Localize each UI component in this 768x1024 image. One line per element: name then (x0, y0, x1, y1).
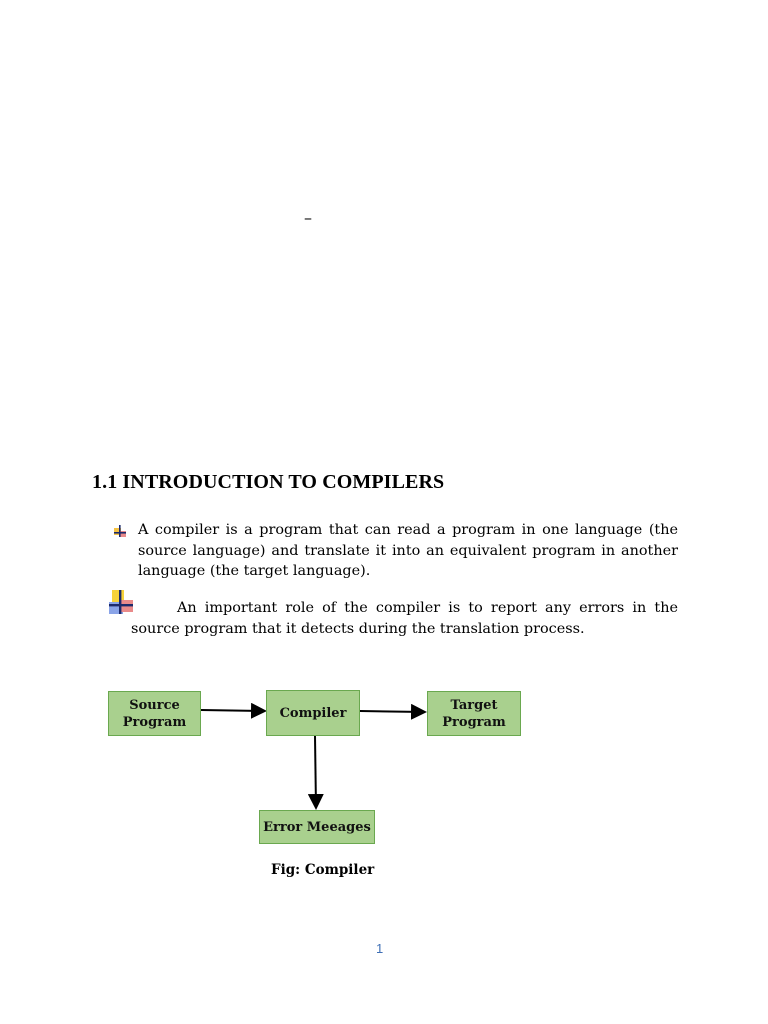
stray-dash: – (304, 208, 312, 227)
section-heading: 1.1 INTRODUCTION TO COMPILERS (92, 471, 445, 493)
source-program-line1: Source (129, 697, 180, 713)
bullet-square-icon (113, 524, 127, 538)
target-program-line2: Program (442, 714, 506, 730)
figure-caption: Fig: Compiler (271, 862, 375, 878)
source-program-box (108, 691, 201, 736)
target-program-line1: Target (450, 697, 498, 713)
source-program-line2: Program (122, 714, 187, 730)
arrow-compiler-to-errors (315, 736, 316, 808)
arrow-source-to-compiler (201, 710, 265, 711)
arrow-compiler-to-target (360, 711, 425, 712)
compiler-label: Compiler (279, 705, 347, 721)
error-messages-label: Error Meeages (263, 819, 371, 835)
compiler-box (266, 690, 360, 736)
error-messages-box (259, 810, 375, 844)
page-number: 1 (376, 941, 384, 956)
target-program-box (427, 691, 521, 736)
paragraph-compiler-definition: A compiler is a program that can read a program in one language (the source language) and translate it into an equivalent program in another language (the target language). (138, 522, 678, 579)
compiler-diagram (100, 680, 540, 890)
paragraph-error-role: An important role of the compiler is to report any errors in the source program that it detects during the translation process. (131, 600, 678, 637)
bullet-large-square-icon (106, 588, 134, 616)
